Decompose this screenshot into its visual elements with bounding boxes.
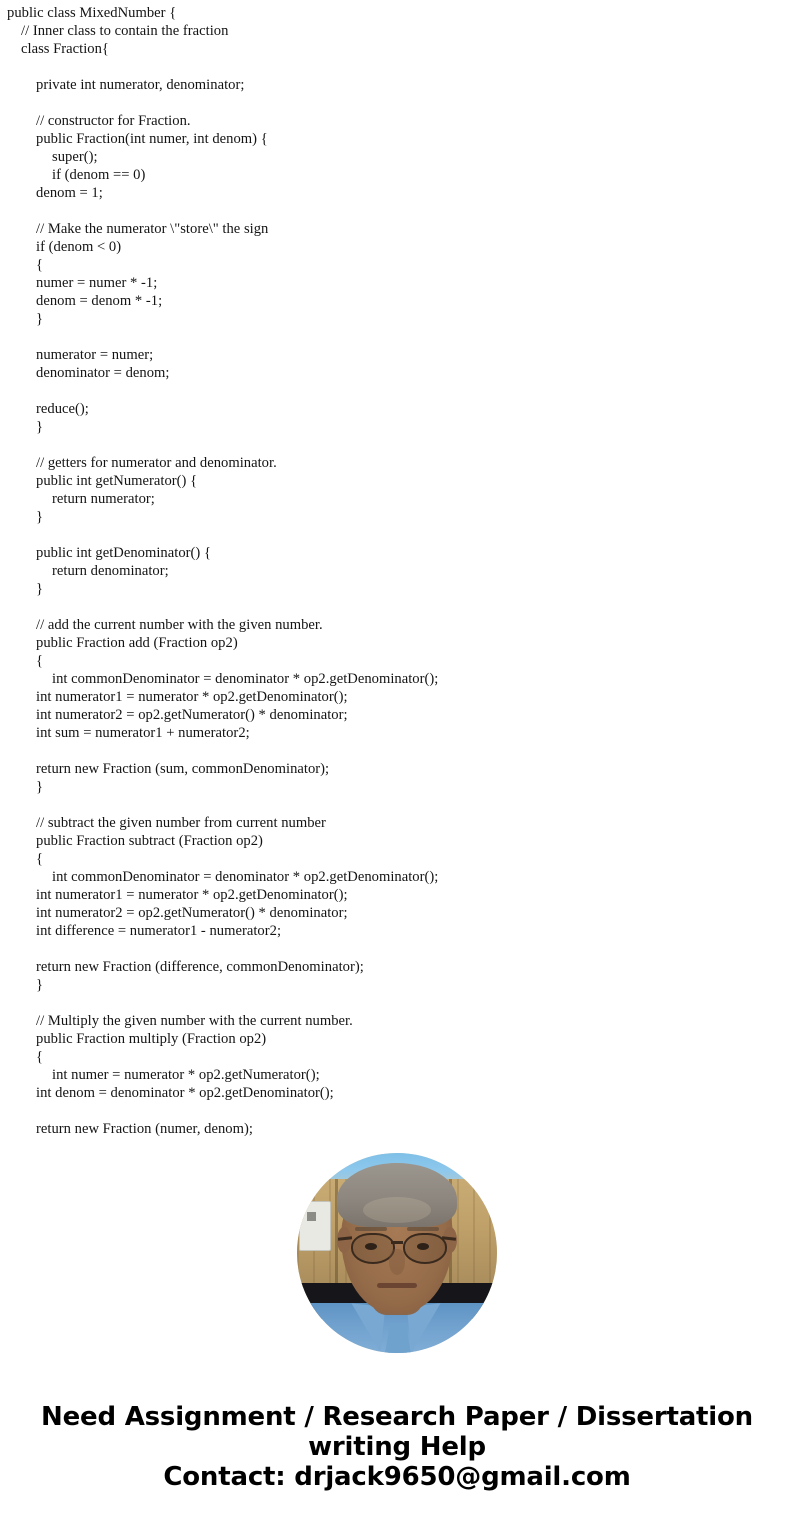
avatar-photo: [297, 1153, 497, 1353]
code-line: }: [36, 419, 44, 435]
code-line: int numerator2 = op2.getNumerator() * denominator;: [36, 707, 348, 723]
code-line: {: [36, 851, 44, 867]
code-line: denom = 1;: [36, 185, 103, 201]
code-line: // getters for numerator and denominator.: [36, 455, 277, 471]
code-blank-line: [0, 202, 794, 220]
code-blank-line: [0, 742, 794, 760]
code-line: numerator = numer;: [36, 347, 154, 363]
code-line: }: [36, 311, 44, 327]
code-line: {: [36, 257, 44, 273]
code-line: // Inner class to contain the fraction: [21, 23, 229, 39]
code-line: private int numerator, denominator;: [36, 77, 245, 93]
code-line: int numerator2 = op2.getNumerator() * denominator;: [36, 905, 348, 921]
code-line: }: [36, 977, 44, 993]
code-line: }: [36, 509, 44, 525]
code-line: if (denom == 0): [52, 167, 146, 183]
code-blank-line: [0, 526, 794, 544]
photo-nose: [389, 1249, 405, 1275]
code-line: }: [36, 581, 44, 597]
promo-contact-line: Contact: drjack9650@gmail.com: [163, 1462, 631, 1492]
code-line: {: [36, 1049, 44, 1065]
code-line: denom = denom * -1;: [36, 293, 163, 309]
photo-switch-plate: [299, 1201, 331, 1251]
code-line: denominator = denom;: [36, 365, 170, 381]
code-line: reduce();: [36, 401, 89, 417]
photo-eyebrow-left: [355, 1227, 387, 1231]
code-line: int commonDenominator = denominator * op2.getDenominator();: [52, 869, 439, 885]
code-blank-line: [0, 328, 794, 346]
code-blank-line: [0, 58, 794, 76]
code-blank-line: [0, 382, 794, 400]
code-blank-line: [0, 598, 794, 616]
photo-eyebrow-right: [407, 1227, 439, 1231]
code-line: return numerator;: [52, 491, 155, 507]
code-line: {: [36, 653, 44, 669]
photo-forehead-highlight: [363, 1197, 431, 1223]
code-line: public Fraction(int numer, int denom) {: [36, 131, 268, 147]
code-line: public Fraction add (Fraction op2): [36, 635, 238, 651]
code-line: // add the current number with the given number.: [36, 617, 323, 633]
code-line: numer = numer * -1;: [36, 275, 158, 291]
code-line: if (denom < 0): [36, 239, 122, 255]
promo-line-2: writing Help: [308, 1432, 486, 1462]
code-blank-line: [0, 94, 794, 112]
code-line: int numer = numerator * op2.getNumerator();: [52, 1067, 320, 1083]
code-line: public Fraction multiply (Fraction op2): [36, 1031, 267, 1047]
code-line: // subtract the given number from current number: [36, 815, 326, 831]
code-line: public class MixedNumber {: [7, 5, 177, 21]
code-line: int denom = denominator * op2.getDenominator();: [36, 1085, 334, 1101]
code-blank-line: [0, 994, 794, 1012]
code-line: public Fraction subtract (Fraction op2): [36, 833, 263, 849]
code-blank-line: [0, 796, 794, 814]
code-line: public int getDenominator() {: [36, 545, 211, 561]
code-blank-line: [0, 940, 794, 958]
avatar: [297, 1153, 497, 1353]
promo-footer: [0, 1402, 794, 1492]
photo-eyeglass-bridge: [391, 1241, 403, 1244]
code-line: return new Fraction (difference, commonDenominator);: [36, 959, 364, 975]
code-line: int commonDenominator = denominator * op2.getDenominator();: [52, 671, 439, 687]
code-line: // constructor for Fraction.: [36, 113, 191, 129]
promo-line-1: Need Assignment / Research Paper / Dissertation: [41, 1402, 753, 1432]
code-blank-line: [0, 436, 794, 454]
photo-eyeglass-lens-right: [403, 1233, 447, 1264]
code-blank-line: [0, 1102, 794, 1120]
code-line: int numerator1 = numerator * op2.getDenominator();: [36, 689, 348, 705]
code-line: int difference = numerator1 - numerator2;: [36, 923, 282, 939]
code-line: // Multiply the given number with the current number.: [36, 1013, 353, 1029]
code-line: int numerator1 = numerator * op2.getDenominator();: [36, 887, 348, 903]
code-line: int sum = numerator1 + numerator2;: [36, 725, 250, 741]
code-line: return new Fraction (sum, commonDenominator);: [36, 761, 330, 777]
code-line: // Make the numerator \"store\" the sign: [36, 221, 269, 237]
code-line: return denominator;: [52, 563, 169, 579]
code-line: return new Fraction (numer, denom);: [36, 1121, 253, 1137]
code-line: }: [36, 779, 44, 795]
photo-mouth: [377, 1283, 417, 1288]
code-line: public int getNumerator() {: [36, 473, 198, 489]
code-line: class Fraction{: [21, 41, 109, 57]
code-line: super();: [52, 149, 98, 165]
